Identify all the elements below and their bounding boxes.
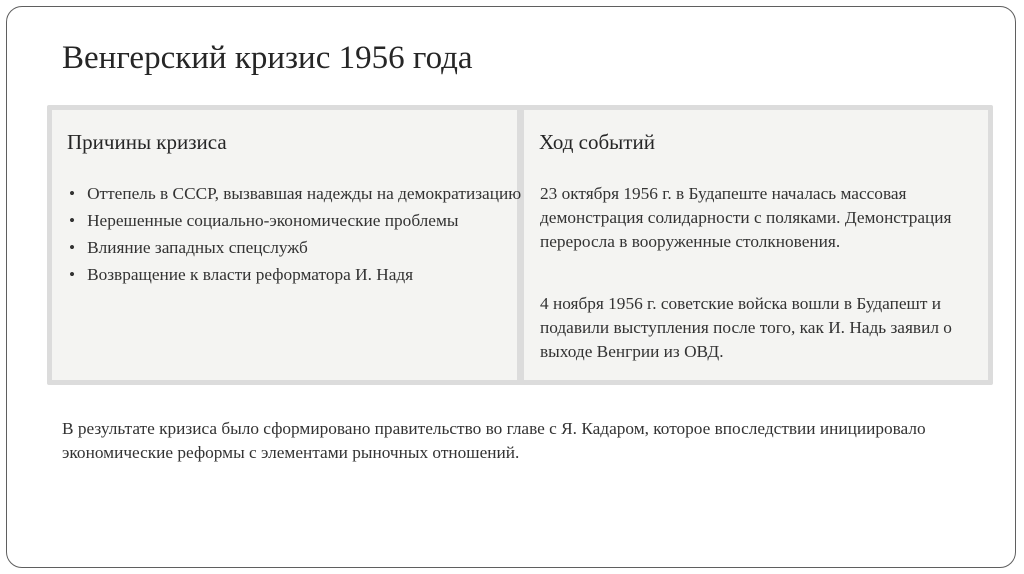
event-paragraph-october: 23 октября 1956 г. в Будапеште началась массовая демонстрация солидарности с поляками. Демонстрация переросла в вооруженные столкновения. [540,184,952,251]
event-paragraph-november: 4 ноября 1956 г. советские войска вошли в Будапешт и подавили выступления после того, как И. Надь заявил о выходе Венгрии из ОВД. [540,294,952,361]
cause-text: Возвращение к власти реформатора И. Надя [87,265,414,284]
causes-panel [52,110,522,380]
bullet-icon: • [69,238,76,257]
cause-text: Влияние западных спецслужб [87,238,308,257]
two-column-panel [47,105,993,385]
bullet-icon: • [69,211,76,230]
slide-title: Венгерский кризис 1956 года [62,40,473,76]
cause-text: Нерешенные социально-экономические проблемы [87,211,459,230]
causes-heading: Причины кризиса [67,130,227,154]
events-heading: Ход событий [539,130,655,154]
bullet-icon: • [69,184,76,203]
cause-item [67,182,522,206]
bullet-icon: • [69,265,76,284]
result-paragraph: В результате кризиса было сформировано правительство во главе с Я. Кадаром, которое впоследствии инициировало экономические реформы с элементами рыночных отношений. [62,419,926,462]
cause-text: Оттепель в СССР, вызвавшая надежды на демократизацию [87,184,522,203]
cause-item [67,209,522,233]
events-panel [524,110,988,380]
slide-frame [6,6,1016,568]
causes-list [67,182,522,290]
cause-item [67,236,522,260]
cause-item [67,263,522,287]
